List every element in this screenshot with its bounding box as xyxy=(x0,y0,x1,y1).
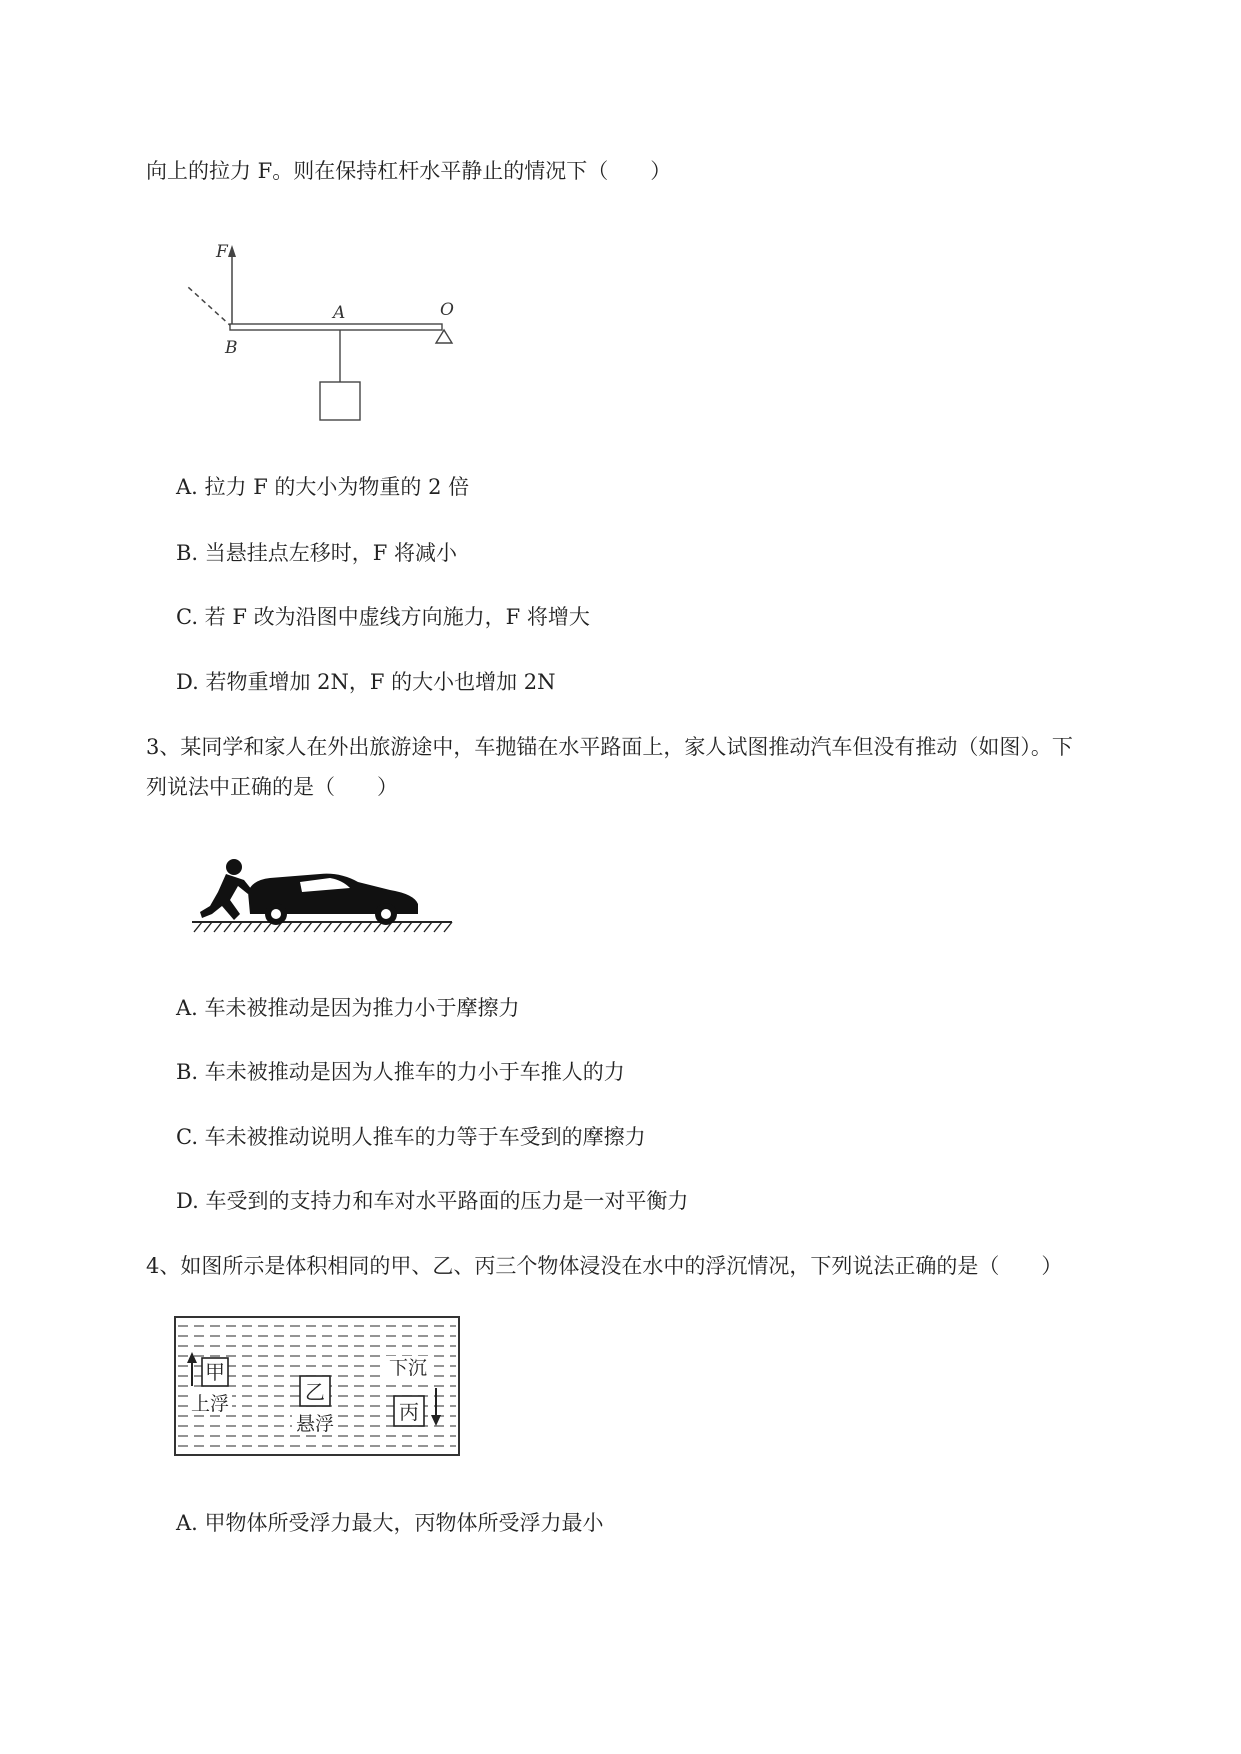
q2-option-a: A. 拉力 F 的大小为物重的 2 倍 xyxy=(176,475,470,499)
ground-hatching xyxy=(194,922,452,932)
q3-option-d: D. 车受到的支持力和车对水平路面的压力是一对平衡力 xyxy=(176,1189,689,1213)
label-A: A xyxy=(333,303,346,323)
label-yi: 乙 xyxy=(305,1380,325,1404)
label-sink: 下沉 xyxy=(388,1357,428,1379)
q2-option-b: B. 当悬挂点左移时，F 将减小 xyxy=(176,541,458,565)
car-push-figure xyxy=(190,852,460,937)
lever-figure xyxy=(180,235,470,435)
q3-option-b: B. 车未被推动是因为人推车的力小于车推人的力 xyxy=(176,1060,625,1084)
label-B: B xyxy=(225,338,238,358)
q3-stem-line1: 3、某同学和家人在外出旅游途中，车抛锚在水平路面上，家人试图推动汽车但没有推动（如图）。下 xyxy=(146,735,1073,759)
q3-option-a: A. 车未被推动是因为推力小于摩擦力 xyxy=(176,996,520,1020)
person-silhouette xyxy=(200,859,252,920)
pivot-triangle xyxy=(436,330,452,343)
q4-option-a: A. 甲物体所受浮力最大，丙物体所受浮力最小 xyxy=(176,1511,604,1535)
buoyancy-figure xyxy=(174,1316,462,1458)
label-O: O xyxy=(440,300,454,320)
q2-option-c: C. 若 F 改为沿图中虚线方向施力，F 将增大 xyxy=(176,605,590,629)
q2-option-d: D. 若物重增加 2N，F 的大小也增加 2N xyxy=(176,670,556,694)
dashed-force-line xyxy=(188,287,232,327)
label-suspend: 悬浮 xyxy=(295,1413,335,1435)
lever-bar xyxy=(230,324,442,330)
q2-stem-tail: 向上的拉力 F。则在保持杠杆水平静止的情况下（ ） xyxy=(146,159,672,183)
force-arrow-head xyxy=(228,245,236,257)
q3-option-c: C. 车未被推动说明人推车的力等于车受到的摩擦力 xyxy=(176,1125,646,1149)
label-bing: 丙 xyxy=(399,1400,419,1424)
label-F: F xyxy=(216,242,228,262)
q3-stem-line2: 列说法中正确的是（ ） xyxy=(146,775,398,799)
label-jia: 甲 xyxy=(205,1360,225,1384)
q4-stem: 4、如图所示是体积相同的甲、乙、丙三个物体浸没在水中的浮沉情况，下列说法正确的是（ ） xyxy=(146,1254,1063,1278)
hanging-weight xyxy=(320,382,360,420)
label-rise: 上浮 xyxy=(190,1393,230,1415)
